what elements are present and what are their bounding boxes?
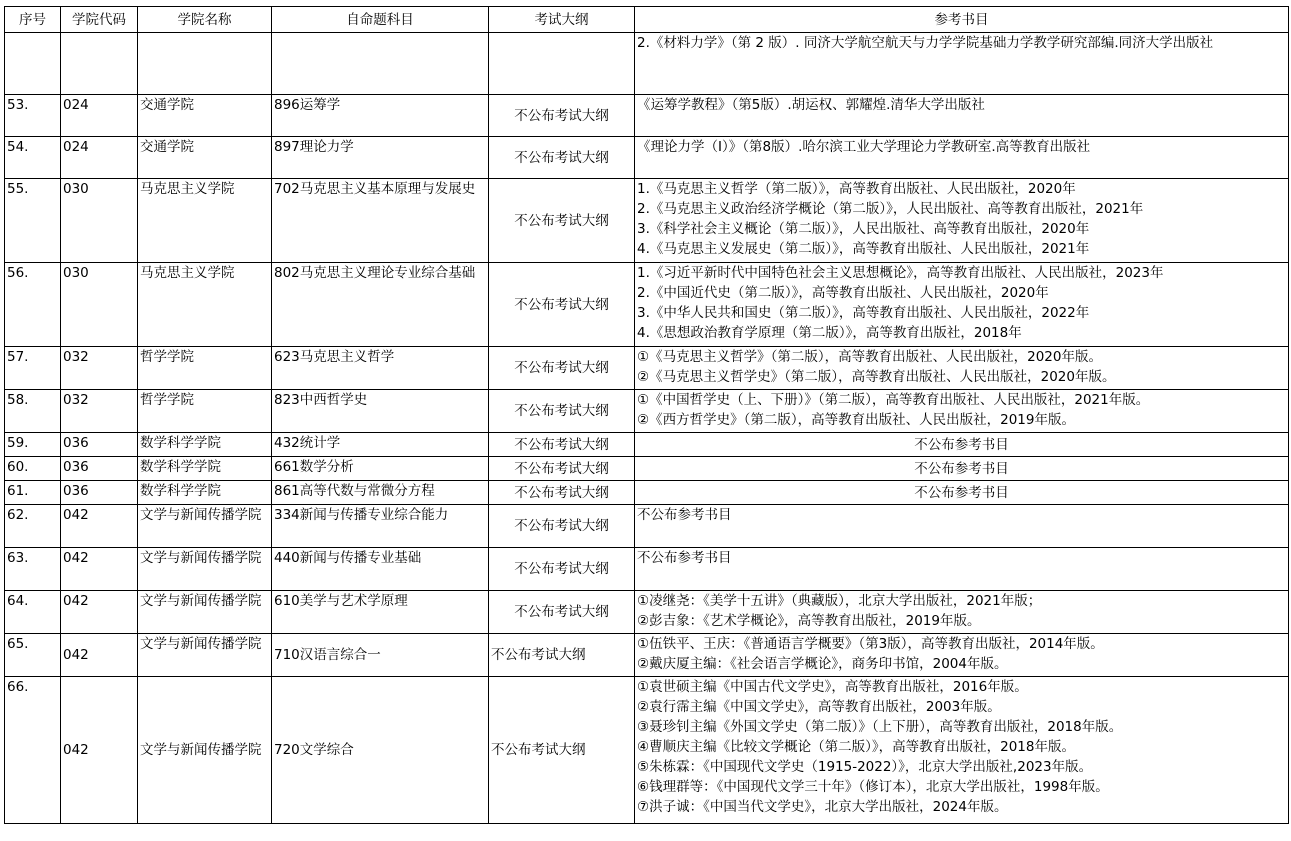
cell-no: 64. [5, 591, 61, 634]
cell-no: 53. [5, 95, 61, 137]
ref-line: ①《中国哲学史（上、下册）》（第二版），高等教育出版社、人民出版社，2021年版。 [637, 392, 1150, 408]
cell-no [5, 33, 61, 95]
cell-no: 59. [5, 433, 61, 457]
ref-line: 1.《习近平新时代中国特色社会主义思想概论》，高等教育出版社、人民出版社，2023年 [637, 265, 1164, 281]
cell-subject [272, 33, 489, 95]
cell-subject: 610美学与艺术学原理 [272, 591, 489, 634]
ref-line: 2.《中国近代史（第二版）》，高等教育出版社、人民出版社，2020年 [637, 285, 1049, 301]
cell-outline: 不公布考试大纲 [489, 591, 635, 634]
cell-no: 62. [5, 505, 61, 548]
cell-college: 交通学院 [138, 137, 272, 179]
ref-line: ⑤朱栋霖：《中国现代文学史（1915-2022）》，北京大学出版社,2023年版。 [637, 759, 1093, 775]
header-outline: 考试大纲 [489, 7, 635, 33]
cell-college: 哲学学院 [138, 390, 272, 433]
cell-code: 036 [61, 433, 138, 457]
ref-line: ②《西方哲学史》（第二版），高等教育出版社、人民出版社，2019年版。 [637, 412, 1075, 428]
cell-code: 030 [61, 179, 138, 263]
ref-line: ②《马克思主义哲学史》（第二版），高等教育出版社、人民出版社，2020年版。 [637, 369, 1116, 385]
cell-subject: 432统计学 [272, 433, 489, 457]
cell-outline: 不公布考试大纲 [489, 548, 635, 591]
cell-outline: 不公布考试大纲 [489, 390, 635, 433]
cell-college: 文学与新闻传播学院 [138, 634, 272, 677]
cell-outline: 不公布考试大纲 [489, 481, 635, 505]
ref-line: ②戴庆厦主编：《社会语言学概论》，商务印书馆，2004年版。 [637, 656, 1008, 672]
cell-no: 66. [5, 677, 61, 824]
ref-line: 《运筹学教程》（第5版）.胡运权、郭耀煌.清华大学出版社 [637, 97, 985, 113]
cell-no: 61. [5, 481, 61, 505]
cell-code [61, 33, 138, 95]
table-row [5, 95, 1289, 137]
cell-refs [635, 390, 1289, 433]
ref-line: 4.《思想政治教育学原理（第二版）》，高等教育出版社，2018年 [637, 325, 1022, 341]
cell-subject: 702马克思主义基本原理与发展史 [272, 179, 489, 263]
cell-no: 58. [5, 390, 61, 433]
cell-code: 032 [61, 347, 138, 390]
cell-code: 030 [61, 263, 138, 347]
header-refs: 参考书目 [635, 7, 1289, 33]
ref-line: ①袁世硕主编《中国古代文学史》，高等教育出版社，2016年版。 [637, 679, 1028, 695]
cell-college: 文学与新闻传播学院 [138, 591, 272, 634]
cell-outline: 不公布考试大纲 [489, 263, 635, 347]
cell-college: 马克思主义学院 [138, 179, 272, 263]
cell-refs [635, 634, 1289, 677]
ref-line: ②彭吉象：《艺术学概论》，高等教育出版社，2019年版。 [637, 613, 981, 629]
cell-refs [635, 347, 1289, 390]
ref-line: 2.《马克思主义政治经济学概论（第二版）》，人民出版社、高等教育出版社，2021年 [637, 201, 1144, 217]
ref-line: 不公布参考书目 [637, 550, 732, 566]
cell-refs: 不公布参考书目 [635, 457, 1289, 481]
cell-college: 马克思主义学院 [138, 263, 272, 347]
table-row-continued [5, 33, 1289, 95]
cell-refs [635, 137, 1289, 179]
cell-college [138, 33, 272, 95]
cell-subject: 623马克思主义哲学 [272, 347, 489, 390]
cell-refs: 不公布参考书目 [635, 433, 1289, 457]
ref-line: 《理论力学（Ⅰ）》（第8版）.哈尔滨工业大学理论力学教研室.高等教育出版社 [637, 139, 1091, 155]
cell-refs [635, 677, 1289, 824]
cell-outline: 不公布考试大纲 [489, 95, 635, 137]
cell-code: 036 [61, 481, 138, 505]
cell-subject: 720文学综合 [272, 677, 489, 824]
table-row [5, 179, 1289, 263]
cell-outline [489, 33, 635, 95]
cell-code: 042 [61, 634, 138, 677]
cell-no: 54. [5, 137, 61, 179]
ref-line: ①伍铁平、王庆：《普通语言学概要》（第3版），高等教育出版社，2014年版。 [637, 636, 1104, 652]
header-code: 学院代码 [61, 7, 138, 33]
cell-subject: 823中西哲学史 [272, 390, 489, 433]
cell-outline: 不公布考试大纲 [489, 634, 635, 677]
cell-college: 交通学院 [138, 95, 272, 137]
table-row [5, 481, 1289, 505]
cell-code: 042 [61, 505, 138, 548]
cell-no: 55. [5, 179, 61, 263]
cell-subject: 896运筹学 [272, 95, 489, 137]
ref-line: ①《马克思主义哲学》（第二版），高等教育出版社、人民出版社，2020年版。 [637, 349, 1102, 365]
cell-college: 文学与新闻传播学院 [138, 548, 272, 591]
table-row [5, 390, 1289, 433]
cell-no: 60. [5, 457, 61, 481]
ref-line: ③聂珍钊主编《外国文学史（第二版）》（上下册），高等教育出版社，2018年版。 [637, 719, 1123, 735]
cell-outline: 不公布考试大纲 [489, 137, 635, 179]
cell-code: 042 [61, 677, 138, 824]
table-row [5, 137, 1289, 179]
ref-line: 2.《材料力学》（第 2 版）. 同济大学航空航天与力学学院基础力学教学研究部编.同济大学出版社 [637, 35, 1214, 51]
cell-code: 024 [61, 95, 138, 137]
cell-refs [635, 263, 1289, 347]
cell-no: 65. [5, 634, 61, 677]
header-no: 序号 [5, 7, 61, 33]
cell-college: 数学科学学院 [138, 433, 272, 457]
cell-college: 文学与新闻传播学院 [138, 505, 272, 548]
cell-code: 036 [61, 457, 138, 481]
cell-college: 数学科学学院 [138, 481, 272, 505]
cell-no: 56. [5, 263, 61, 347]
ref-line: ④曹顺庆主编《比较文学概论（第二版）》，高等教育出版社，2018年版。 [637, 739, 1075, 755]
table-row [5, 591, 1289, 634]
cell-refs [635, 548, 1289, 591]
cell-no: 63. [5, 548, 61, 591]
cell-no: 57. [5, 347, 61, 390]
cell-outline: 不公布考试大纲 [489, 433, 635, 457]
cell-subject: 440新闻与传播专业基础 [272, 548, 489, 591]
cell-college: 哲学学院 [138, 347, 272, 390]
ref-line: 4.《马克思主义发展史（第二版）》，高等教育出版社、人民出版社，2021年 [637, 241, 1090, 257]
ref-line: 不公布参考书目 [637, 507, 732, 523]
cell-subject: 334新闻与传播专业综合能力 [272, 505, 489, 548]
cell-refs [635, 505, 1289, 548]
table-row [5, 677, 1289, 824]
cell-outline: 不公布考试大纲 [489, 505, 635, 548]
table-row [5, 634, 1289, 677]
table-row [5, 433, 1289, 457]
cell-subject: 897理论力学 [272, 137, 489, 179]
table-row [5, 548, 1289, 591]
header-subject: 自命题科目 [272, 7, 489, 33]
cell-refs [635, 95, 1289, 137]
ref-line: ①凌继尧：《美学十五讲》（典藏版），北京大学出版社，2021年版； [637, 593, 1042, 609]
cell-subject: 802马克思主义理论专业综合基础 [272, 263, 489, 347]
ref-line: ⑦洪子诚：《中国当代文学史》，北京大学出版社，2024年版。 [637, 799, 1008, 815]
cell-refs [635, 591, 1289, 634]
cell-code: 042 [61, 591, 138, 634]
cell-outline: 不公布考试大纲 [489, 347, 635, 390]
exam-subjects-table [4, 6, 1289, 824]
table-row [5, 263, 1289, 347]
cell-outline: 不公布考试大纲 [489, 457, 635, 481]
cell-refs [635, 33, 1289, 95]
ref-line: 3.《科学社会主义概论（第二版）》，人民出版社、高等教育出版社，2020年 [637, 221, 1090, 237]
cell-code: 024 [61, 137, 138, 179]
table-row [5, 457, 1289, 481]
cell-code: 042 [61, 548, 138, 591]
cell-outline: 不公布考试大纲 [489, 179, 635, 263]
ref-line: ②袁行霈主编《中国文学史》，高等教育出版社，2003年版。 [637, 699, 1001, 715]
ref-line: 1.《马克思主义哲学（第二版）》，高等教育出版社、人民出版社，2020年 [637, 181, 1076, 197]
table-row [5, 347, 1289, 390]
ref-line: 3.《中华人民共和国史（第二版）》，高等教育出版社、人民出版社，2022年 [637, 305, 1090, 321]
cell-college: 文学与新闻传播学院 [138, 677, 272, 824]
cell-subject: 710汉语言综合一 [272, 634, 489, 677]
cell-subject: 661数学分析 [272, 457, 489, 481]
cell-code: 032 [61, 390, 138, 433]
cell-subject: 861高等代数与常微分方程 [272, 481, 489, 505]
table-row [5, 505, 1289, 548]
header-row [5, 7, 1289, 33]
ref-line: ⑥钱理群等：《中国现代文学三十年》（修订本），北京大学出版社，1998年版。 [637, 779, 1109, 795]
cell-refs [635, 179, 1289, 263]
cell-outline: 不公布考试大纲 [489, 677, 635, 824]
cell-college: 数学科学学院 [138, 457, 272, 481]
cell-refs: 不公布参考书目 [635, 481, 1289, 505]
header-college: 学院名称 [138, 7, 272, 33]
